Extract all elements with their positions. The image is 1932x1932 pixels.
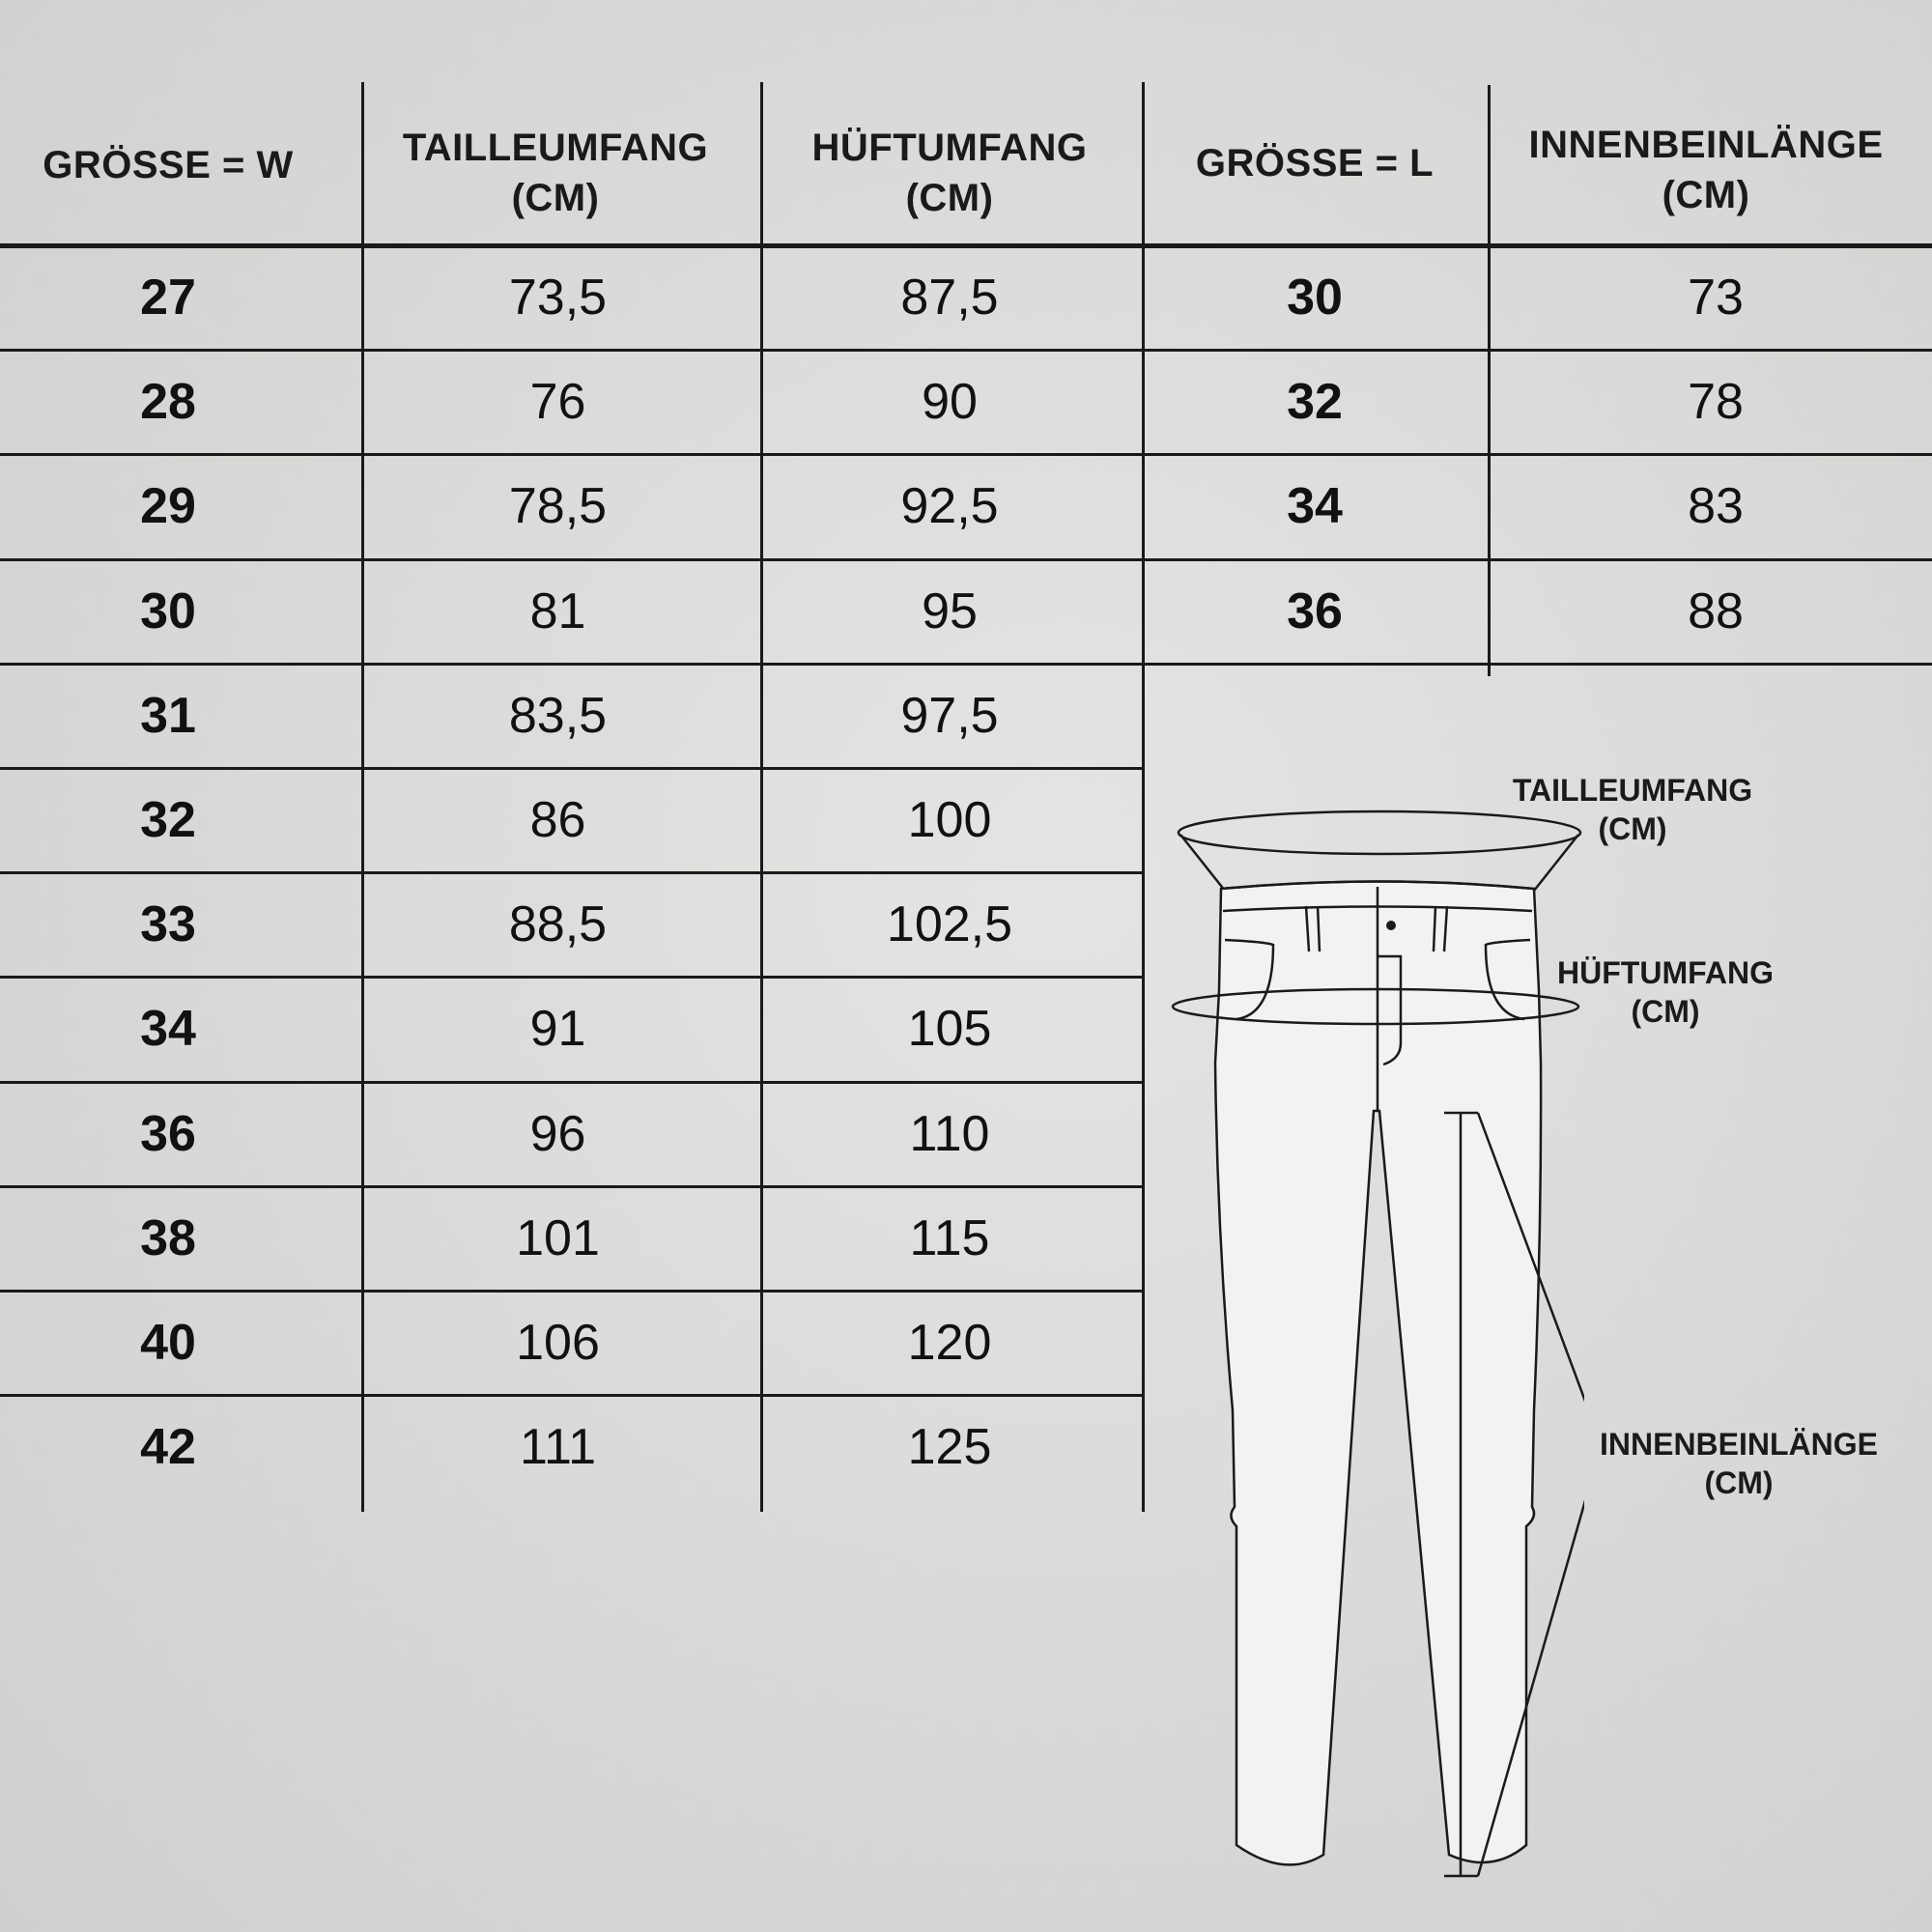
pants-diagram [1159,753,1584,1893]
inseam-cell: 73 [1688,270,1744,326]
header-inseam-line1: INNENBEINLÄNGE [1528,124,1884,166]
header-waist [362,123,749,223]
size-l-cell: 34 [1287,478,1343,535]
waist-cell: 73,5 [508,270,608,326]
hip-cell: 97,5 [900,687,999,744]
size-w-cell: 42 [140,1419,196,1476]
diagram-waist-line2: (CM) [1598,811,1667,846]
hip-cell: 102,5 [886,896,1013,953]
hip-cell: 105 [907,1001,992,1058]
size-w-cell: 31 [140,687,196,744]
size-w-cell: 33 [140,896,196,953]
waist-cell: 76 [529,374,586,431]
waist-cell: 78,5 [508,478,608,535]
waist-cell: 91 [529,1001,586,1058]
inseam-cell: 83 [1688,478,1744,535]
inseam-cell: 88 [1688,582,1744,639]
hip-cell: 90 [922,374,978,431]
diagram-hip-line2: (CM) [1631,994,1700,1029]
waist-cell: 106 [516,1315,600,1371]
waist-cell: 88,5 [508,896,608,953]
size-l-cell: 32 [1287,374,1343,431]
waist-cell: 86 [529,792,586,848]
header-size-l: GRÖSSE = L [1195,142,1435,185]
header-hip [761,123,1138,223]
header-waist-line2: (CM) [511,177,600,219]
header-inseam-line2: (CM) [1662,174,1750,216]
hip-cell: 110 [909,1105,990,1162]
waist-cell: 83,5 [508,687,608,744]
inseam-cell: 78 [1688,374,1744,431]
hip-cell: 125 [907,1419,992,1476]
hip-cell: 115 [909,1209,990,1266]
hip-cell: 100 [907,792,992,848]
diagram-inseam-line2: (CM) [1704,1465,1774,1500]
header-hip-line2: (CM) [905,177,994,219]
size-w-cell: 29 [140,478,196,535]
size-w-cell: 34 [140,1001,196,1058]
size-w-cell: 27 [140,270,196,326]
size-l-cell: 30 [1287,270,1343,326]
header-waist-line1: TAILLEUMFANG [402,127,709,169]
hip-cell: 95 [922,582,978,639]
diagram-waist-line1: TAILLEUMFANG [1512,773,1753,808]
diagram-inseam-label [1584,1425,1893,1502]
size-w-cell: 40 [140,1315,196,1371]
hip-cell: 120 [907,1315,992,1371]
waist-cell: 111 [519,1419,597,1476]
size-w-cell: 36 [140,1105,196,1162]
header-hip-line1: HÜFTUMFANG [811,127,1088,169]
hip-cell: 87,5 [900,270,999,326]
hip-cell: 92,5 [900,478,999,535]
header-inseam [1489,120,1923,220]
size-w-cell: 30 [140,582,196,639]
diagram-waist-label [1497,771,1768,848]
waist-cell: 81 [529,582,586,639]
size-w-cell: 38 [140,1209,196,1266]
header-size-w: GRÖSSE = W [43,144,294,186]
size-w-cell: 28 [140,374,196,431]
diagram-hip-line1: HÜFTUMFANG [1557,955,1774,990]
waist-cell: 96 [529,1105,586,1162]
diagram-hip-label [1530,953,1801,1031]
size-l-cell: 36 [1287,582,1343,639]
diagram-inseam-line1: INNENBEINLÄNGE [1599,1427,1878,1462]
size-w-cell: 32 [140,792,196,848]
waist-cell: 101 [516,1209,600,1266]
